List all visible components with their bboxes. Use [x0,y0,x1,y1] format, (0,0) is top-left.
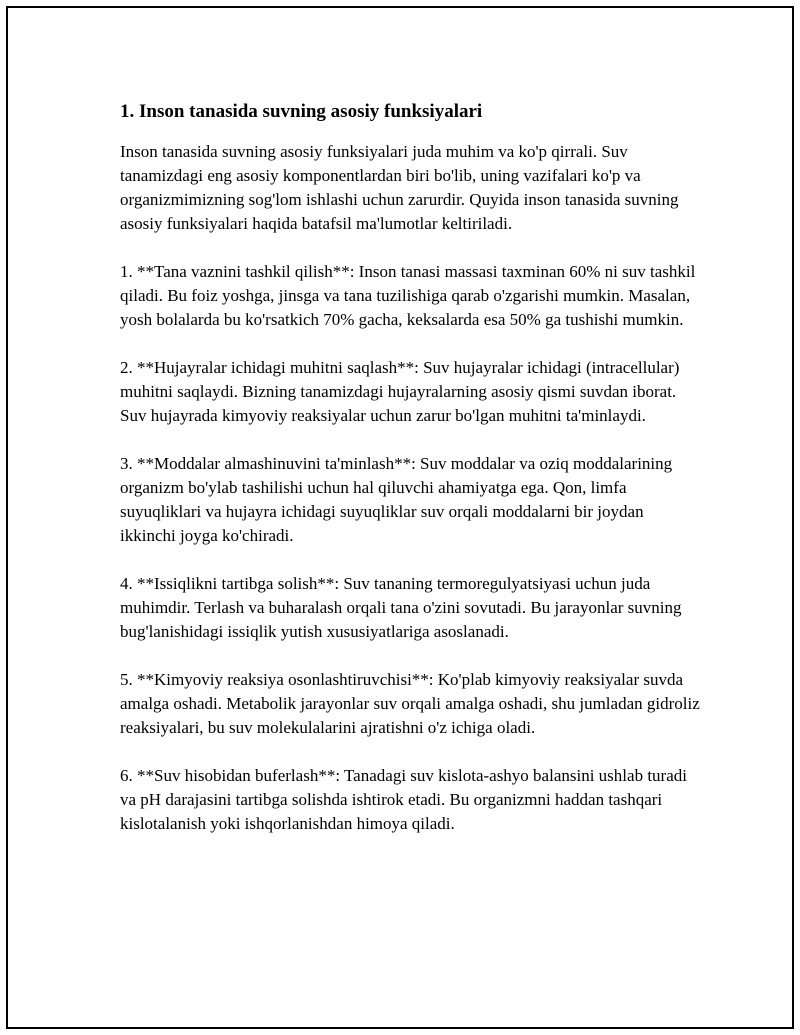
paragraph-item-5: 5. **Kimyoviy reaksiya osonlashtiruvchisi**: Ko'plab kimyoviy reaksiyalar suvda amalga oshadi. Metabolik jarayonlar suv orqali amalga oshadi, shu jumladan gidroliz reaksiyalari, bu suv molekulalarini ajratishni o'z ichiga oladi. [120,670,700,737]
paragraph-item-3: 3. **Moddalar almashinuvini ta'minlash**: Suv moddalar va oziq moddalarining organizm bo'ylab tashilishi uchun hal qiluvchi ahamiyatga ega. Qon, limfa suyuqliklari va hujayra ichidagi suyuqliklar suv orqali moddalarni bir joydan ikkinchi joyga ko'chiradi. [120,454,673,545]
paragraph-item-2: 2. **Hujayralar ichidagi muhitni saqlash**: Suv hujayralar ichidagi (intracellular) muhitni saqlaydi. Bizning tanamizdagi hujayralarning asosiy qismi suvdan iborat. Suv hujayrada kimyoviy reaksiyalar uchun zarur bo'lgan muhitni ta'minlaydi. [120,358,680,425]
paragraph-item-4: 4. **Issiqlikni tartibga solish**: Suv tananing termoregulyatsiyasi uchun juda muhimdir. Terlash va buharalash orqali tana o'zini sovutadi. Bu jarayonlar suvning bug'lanishidagi issiqlik yutish xususiyatlariga asoslanadi. [120,574,682,641]
paragraph-item-1: 1. **Tana vaznini tashkil qilish**: Inson tanasi massasi taxminan 60% ni suv tashkil qiladi. Bu foiz yoshga, jinsga va tana tuzilishiga qarab o'zgarishi mumkin. Masalan, yosh bolalarda bu ko'rsatkich 70% gacha, keksalarda esa 50% ga tushishi mumkin. [120,262,696,329]
document-title: 1. Inson tanasida suvning asosiy funksiyalari [120,101,483,122]
document-body [120,100,700,860]
page-frame [6,6,794,1029]
paragraph-item-6: 6. **Suv hisobidan buferlash**: Tanadagi suv kislota-ashyo balansini ushlab turadi va pH darajasini tartibga solishda ishtirok etadi. Bu organizmni haddan tashqari kislotalanish yoki ishqorlanishdan himoya qiladi. [120,766,687,833]
intro-paragraph: Inson tanasida suvning asosiy funksiyalari juda muhim va ko'p qirrali. Suv tanamizdagi eng asosiy komponentlardan biri bo'lib, uning vazifalari ko'p va organizmimizning sog'lom ishlashi uchun zarurdir. Quyida inson tanasida suvning asosiy funksiyalari haqida batafsil ma'lumotlar keltiriladi. [120,142,679,233]
